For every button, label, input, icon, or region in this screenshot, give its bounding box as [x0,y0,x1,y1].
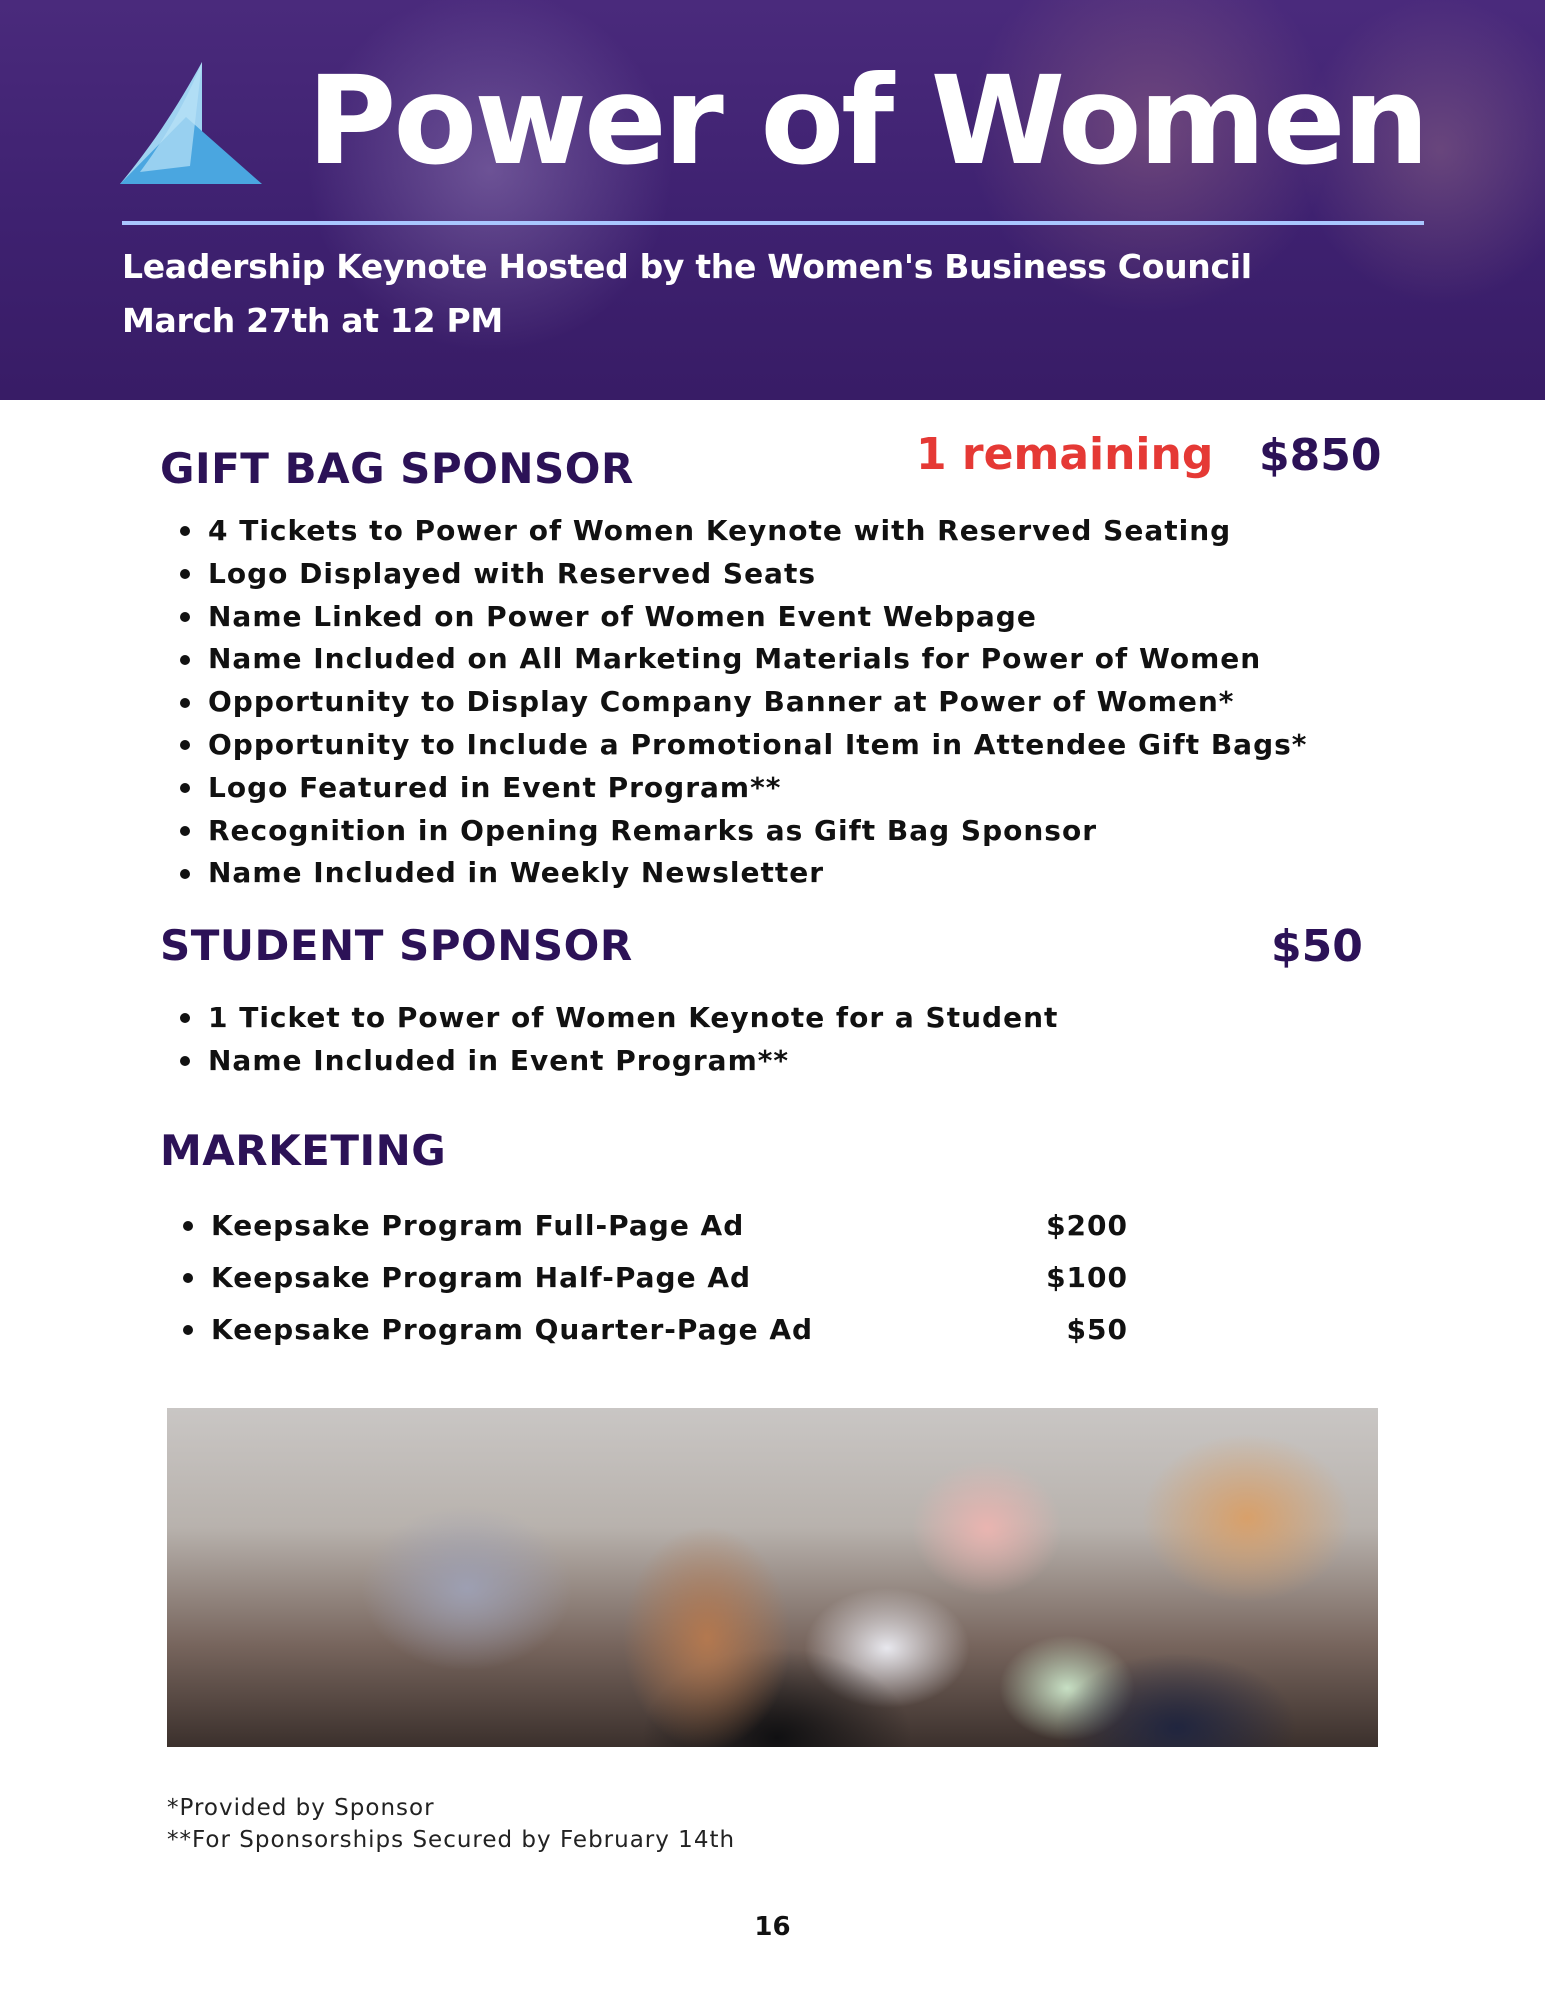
list-item: 1 Ticket to Power of Women Keynote for a Student [175,996,1058,1039]
ad-price: $200 [1046,1209,1128,1242]
title-divider [122,221,1424,225]
marketing-heading: MARKETING [160,1126,447,1175]
remaining-badge: 1 remaining [916,429,1214,480]
list-item [178,1200,1128,1252]
list-item [178,1252,1128,1304]
ad-label: Keepsake Program Full-Page Ad [211,1209,745,1242]
student-benefits-list [175,996,1058,1082]
list-item: Opportunity to Include a Promotional Item in Attendee Gift Bags* [175,724,1307,767]
student-sponsor-price: $50 [1271,921,1363,972]
student-sponsor-heading: STUDENT SPONSOR [160,921,633,970]
list-item: Opportunity to Display Company Banner at Power of Women* [175,681,1307,724]
list-item: 4 Tickets to Power of Women Keynote with Reserved Seating [175,510,1307,553]
ad-label: Keepsake Program Quarter-Page Ad [211,1313,814,1346]
page-title: Power of Women [307,50,1427,192]
list-item: Recognition in Opening Remarks as Gift Bag Sponsor [175,810,1307,853]
page-number: 16 [754,1912,791,1942]
footnotes [167,1792,735,1856]
footnote-provided-by-sponsor: *Provided by Sponsor [167,1795,435,1821]
marketing-ads-list [178,1200,1128,1356]
list-item: Name Linked on Power of Women Event Webpage [175,596,1307,639]
list-item: Logo Displayed with Reserved Seats [175,553,1307,596]
event-subtitle: Leadership Keynote Hosted by the Women's Business Council [122,247,1252,286]
gift-bag-benefits-list [175,510,1307,895]
ad-price: $100 [1046,1261,1128,1294]
ad-price: $50 [1066,1313,1128,1346]
sail-triangle-logo-icon [120,62,262,186]
list-item: Name Included in Event Program** [175,1039,1058,1082]
list-item: Name Included in Weekly Newsletter [175,852,1307,895]
list-item [178,1304,1128,1356]
gift-bag-sponsor-heading: GIFT BAG SPONSOR [160,444,634,493]
event-datetime: March 27th at 12 PM [122,301,503,340]
ad-label: Keepsake Program Half-Page Ad [211,1261,752,1294]
gift-bag-price: $850 [1259,430,1382,481]
event-attendees-photo [167,1408,1378,1747]
footnote-deadline: **For Sponsorships Secured by February 14th [167,1827,736,1853]
list-item: Name Included on All Marketing Materials for Power of Women [175,638,1307,681]
list-item: Logo Featured in Event Program** [175,767,1307,810]
header-banner [0,0,1545,400]
